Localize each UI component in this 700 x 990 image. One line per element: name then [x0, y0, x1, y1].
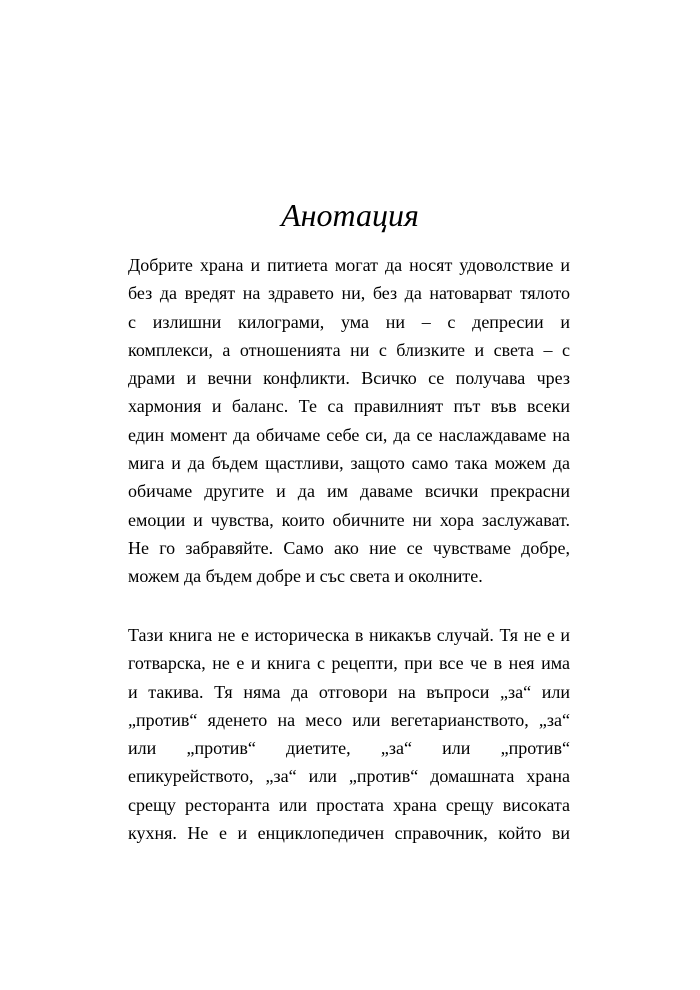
text-line: епикурейството, „за“ или „против“ домашната храна	[128, 766, 570, 787]
text-line: комплекси, а отношенията ни с близките и света – с	[128, 339, 570, 360]
text-line: без да вредят на здравето ни, без да натоварват тялото	[128, 283, 570, 304]
text-line: мига и да бъдем щастливи, защото само така можем да	[128, 453, 570, 474]
paragraph-1	[128, 251, 570, 591]
text-line: „против“ яденето на месо или вегетарианството, „за“	[128, 709, 570, 730]
page-title: Анотация	[281, 197, 419, 233]
text-line: можем да бъдем добре и със света и околните.	[128, 566, 483, 587]
text-line: хармония и баланс. Те са правилният път във всеки	[128, 396, 570, 417]
text-line: срещу ресторанта или простата храна срещу високата	[128, 794, 570, 815]
text-line: кухня. Не е и енциклопедичен справочник, който ви	[128, 823, 570, 844]
text-line: емоции и чувства, които обичните ни хора заслужават.	[128, 509, 570, 530]
text-line: един момент да обичаме себе си, да се наслаждаваме на	[128, 424, 570, 445]
text-line: Не го забравяйте. Само ако ние се чувстваме добре,	[128, 537, 570, 558]
text-line: обичаме другите и да им даваме всички прекрасни	[128, 481, 570, 502]
text-line: Тази книга не е историческа в никакъв случай. Тя не е и	[128, 625, 570, 645]
text-line: Добрите храна и питиета могат да носят удоволствие и	[128, 255, 570, 275]
text-line: и такива. Тя няма да отговори на въпроси „за“ или	[128, 681, 570, 702]
paragraph-2	[128, 621, 570, 847]
text-line: драми и вечни конфликти. Всичко се получава чрез	[128, 368, 570, 389]
text-line: готварска, не е и книга с рецепти, при все че в нея има	[128, 653, 570, 674]
text-line: с излишни килограми, ума ни – с депресии и	[128, 311, 570, 332]
text-line: или „против“ диетите, „за“ или „против“	[128, 738, 570, 759]
